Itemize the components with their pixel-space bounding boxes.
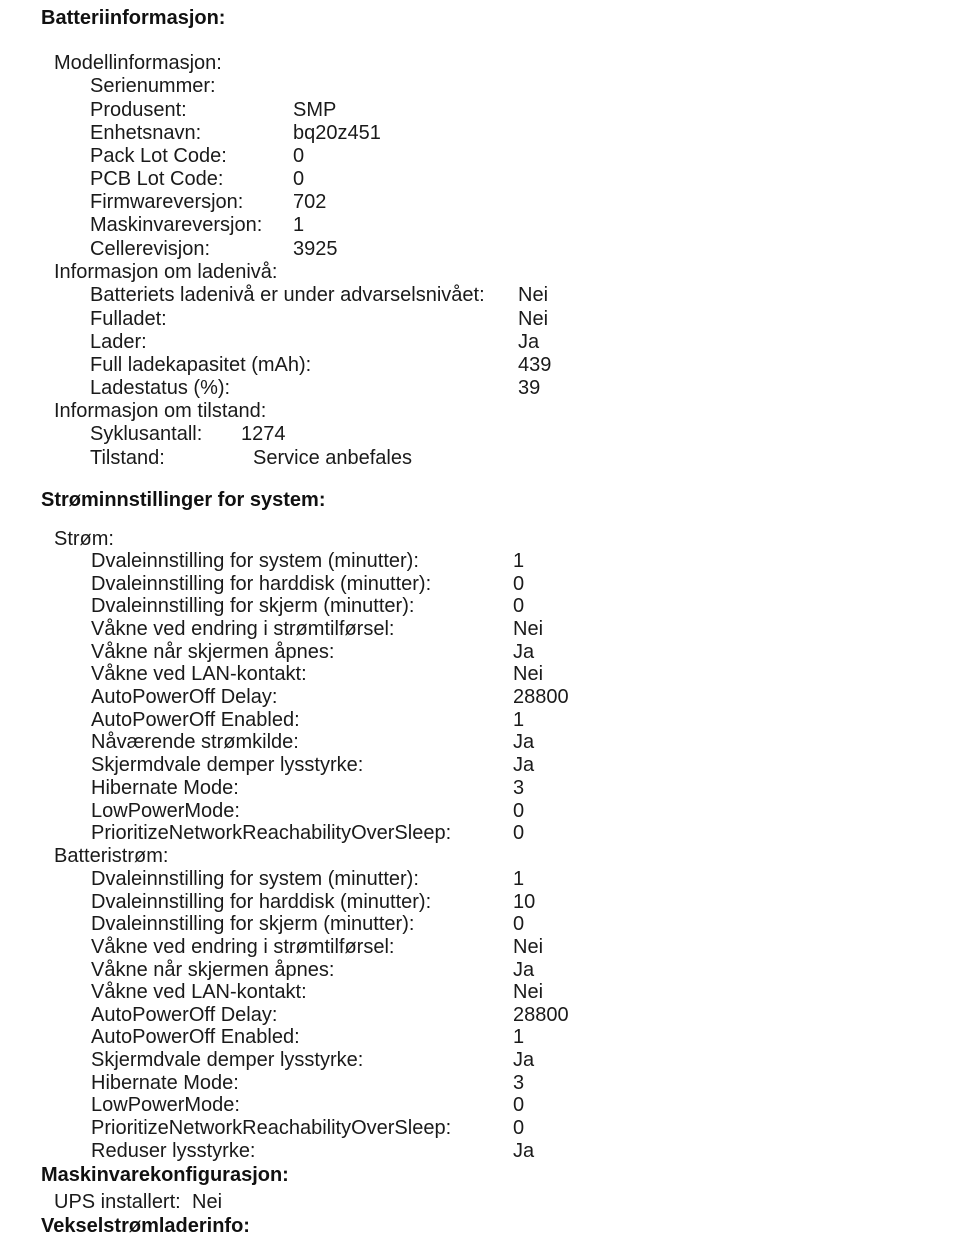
info-label: Lader: — [90, 331, 147, 353]
info-value: 0 — [293, 145, 305, 167]
info-row — [0, 190, 960, 214]
setting-label: PrioritizeNetworkReachabilityOverSleep: — [91, 822, 452, 844]
setting-row — [0, 662, 960, 686]
info-label: Maskinvareversjon: — [90, 214, 263, 236]
info-label: Tilstand: — [90, 447, 165, 469]
power-section-title: Strøminnstillinger for system: — [41, 489, 326, 511]
setting-row — [0, 685, 960, 709]
setting-value: Nei — [513, 663, 544, 685]
setting-row — [0, 821, 960, 845]
setting-row — [0, 890, 960, 914]
info-label: Full ladekapasitet (mAh): — [90, 354, 312, 376]
setting-label: Nåværende strømkilde: — [91, 731, 299, 753]
info-label: Firmwareversjon: — [90, 191, 244, 213]
setting-value: 3 — [513, 777, 525, 799]
info-value: 39 — [518, 377, 541, 399]
setting-value: Ja — [513, 1140, 535, 1162]
info-row — [0, 213, 960, 237]
setting-label: Dvaleinnstilling for harddisk (minutter): — [91, 573, 432, 595]
info-row — [0, 74, 960, 98]
setting-label: Våkne når skjermen åpnes: — [91, 959, 335, 981]
setting-row — [0, 572, 960, 596]
setting-label: AutoPowerOff Enabled: — [91, 709, 300, 731]
setting-label: Våkne ved endring i strømtilførsel: — [91, 618, 395, 640]
setting-row — [0, 753, 960, 777]
setting-value: 0 — [513, 822, 525, 844]
model-info-title: Modellinformasjon: — [54, 52, 222, 74]
setting-label: Dvaleinnstilling for system (minutter): — [91, 550, 419, 572]
setting-row — [0, 617, 960, 641]
setting-value: 0 — [513, 595, 525, 617]
info-row — [0, 446, 960, 470]
info-label: Produsent: — [90, 99, 187, 121]
info-row — [0, 422, 960, 446]
info-label: Syklusantall: — [90, 423, 203, 445]
setting-value: 28800 — [513, 686, 569, 708]
setting-value: 10 — [513, 891, 536, 913]
info-row — [0, 307, 960, 331]
setting-value: Ja — [513, 1049, 535, 1071]
setting-value: 0 — [513, 1117, 525, 1139]
setting-value: Ja — [513, 754, 535, 776]
setting-row — [0, 935, 960, 959]
setting-label: LowPowerMode: — [91, 1094, 240, 1116]
info-value: bq20z451 — [293, 122, 381, 144]
setting-row — [0, 776, 960, 800]
info-value: 1 — [293, 214, 305, 236]
condition-value: Service anbefales — [253, 447, 412, 469]
setting-row — [0, 1139, 960, 1163]
setting-label: Dvaleinnstilling for system (minutter): — [91, 868, 419, 890]
setting-row — [0, 912, 960, 936]
setting-value: Nei — [513, 936, 544, 958]
info-value: 3925 — [293, 238, 338, 260]
setting-value: 1 — [513, 709, 525, 731]
ac-charger-section-title: Vekselstrømladerinfo: — [41, 1215, 250, 1237]
setting-label: Våkne ved LAN-kontakt: — [91, 663, 307, 685]
setting-row — [0, 708, 960, 732]
setting-label: LowPowerMode: — [91, 800, 240, 822]
setting-row — [0, 958, 960, 982]
info-label: Serienummer: — [90, 75, 216, 97]
hardware-section-title: Maskinvarekonfigurasjon: — [41, 1164, 289, 1186]
setting-label: AutoPowerOff Enabled: — [91, 1026, 300, 1048]
health-info-title: Informasjon om tilstand: — [54, 400, 267, 422]
info-row — [0, 144, 960, 168]
setting-label: Skjermdvale demper lysstyrke: — [91, 1049, 364, 1071]
ups-label: UPS installert: — [54, 1191, 181, 1213]
info-row — [0, 121, 960, 145]
setting-row — [0, 640, 960, 664]
setting-row — [0, 1003, 960, 1027]
setting-value: 1 — [513, 868, 525, 890]
setting-value: 0 — [513, 1094, 525, 1116]
setting-label: Våkne når skjermen åpnes: — [91, 641, 335, 663]
info-row — [0, 283, 960, 307]
setting-value: Ja — [513, 959, 535, 981]
setting-label: Dvaleinnstilling for skjerm (minutter): — [91, 913, 415, 935]
info-label: Enhetsnavn: — [90, 122, 202, 144]
info-value: 1274 — [241, 423, 286, 445]
info-value: Ja — [518, 331, 540, 353]
info-row — [0, 167, 960, 191]
setting-row — [0, 980, 960, 1004]
setting-row — [0, 1071, 960, 1095]
info-value: SMP — [293, 99, 337, 121]
setting-value: Nei — [513, 981, 544, 1003]
charge-info-title: Informasjon om ladenivå: — [54, 261, 278, 283]
info-row — [0, 353, 960, 377]
ups-value: Nei — [192, 1191, 223, 1213]
battery-power-title: Batteristrøm: — [54, 845, 169, 867]
info-value: Nei — [518, 284, 549, 306]
setting-value: Ja — [513, 641, 535, 663]
setting-row — [0, 1116, 960, 1140]
setting-label: Skjermdvale demper lysstyrke: — [91, 754, 364, 776]
setting-value: 3 — [513, 1072, 525, 1094]
info-row — [0, 237, 960, 261]
setting-row — [0, 799, 960, 823]
setting-label: AutoPowerOff Delay: — [91, 686, 278, 708]
info-label: Fulladet: — [90, 308, 167, 330]
setting-value: 0 — [513, 800, 525, 822]
ac-power-title: Strøm: — [54, 528, 114, 550]
setting-value: 0 — [513, 573, 525, 595]
setting-label: Hibernate Mode: — [91, 1072, 239, 1094]
setting-value: 28800 — [513, 1004, 569, 1026]
setting-row — [0, 594, 960, 618]
setting-label: PrioritizeNetworkReachabilityOverSleep: — [91, 1117, 452, 1139]
setting-row — [0, 1048, 960, 1072]
info-row — [0, 330, 960, 354]
info-label: Cellerevisjon: — [90, 238, 211, 260]
setting-row — [0, 867, 960, 891]
info-value: 439 — [518, 354, 552, 376]
setting-row — [0, 1093, 960, 1117]
setting-value: Nei — [513, 618, 544, 640]
setting-value: 0 — [513, 913, 525, 935]
info-row — [0, 376, 960, 400]
setting-value: Ja — [513, 731, 535, 753]
info-value: 0 — [293, 168, 305, 190]
info-value: Nei — [518, 308, 549, 330]
setting-label: Dvaleinnstilling for harddisk (minutter): — [91, 891, 432, 913]
setting-row — [0, 1025, 960, 1049]
setting-value: 1 — [513, 1026, 525, 1048]
info-label: Batteriets ladenivå er under advarselsnivået: — [90, 284, 485, 306]
info-row — [0, 98, 960, 122]
info-label: Pack Lot Code: — [90, 145, 227, 167]
setting-value: 1 — [513, 550, 525, 572]
info-label: Ladestatus (%): — [90, 377, 231, 399]
setting-label: Våkne ved LAN-kontakt: — [91, 981, 307, 1003]
battery-section-title: Batteriinformasjon: — [41, 7, 226, 29]
info-value: 702 — [293, 191, 327, 213]
setting-label: Hibernate Mode: — [91, 777, 239, 799]
setting-label: Reduser lysstyrke: — [91, 1140, 256, 1162]
setting-row — [0, 549, 960, 573]
setting-row — [0, 730, 960, 754]
setting-label: AutoPowerOff Delay: — [91, 1004, 278, 1026]
info-label: PCB Lot Code: — [90, 168, 224, 190]
setting-label: Våkne ved endring i strømtilførsel: — [91, 936, 395, 958]
setting-label: Dvaleinnstilling for skjerm (minutter): — [91, 595, 415, 617]
